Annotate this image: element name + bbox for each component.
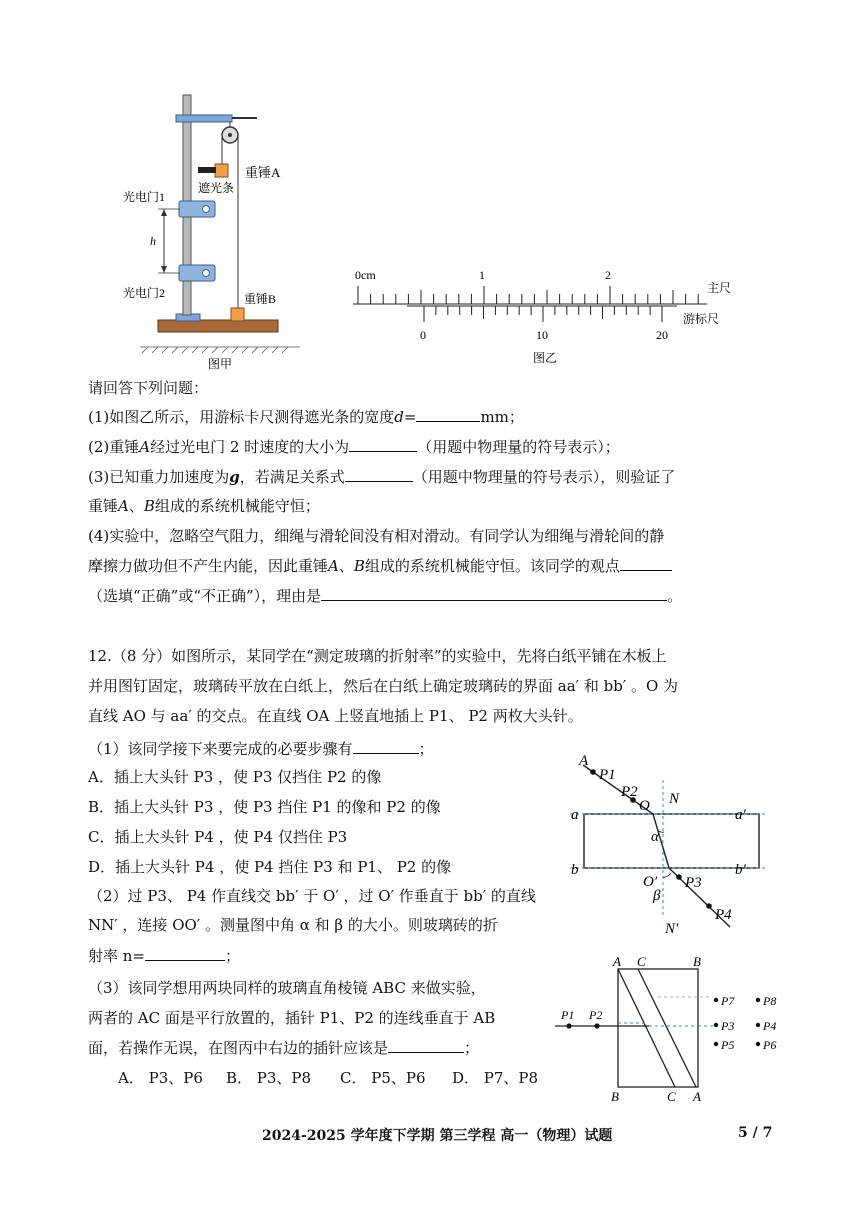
answer-blank-index[interactable]: [145, 946, 225, 961]
q12-option-a: A．插上大头针 P3 ，使 P3 仅挡住 P2 的像: [88, 768, 382, 786]
svg-text:P6: P6: [763, 1038, 777, 1052]
svg-text:P2: P2: [589, 1008, 603, 1022]
wooden-base: [158, 320, 278, 332]
svg-text:b: b: [571, 862, 579, 878]
figure-refraction: [565, 755, 775, 945]
caption-yi: 图乙: [532, 351, 558, 365]
label-gate-2: 光电门2: [123, 286, 166, 300]
main-tick-1: 1: [479, 268, 485, 282]
figure-yi: [345, 262, 745, 374]
page-number: 5 / 7: [738, 1125, 773, 1141]
answer-blank-d[interactable]: [416, 407, 480, 422]
main-scale-name: 主尺: [707, 281, 732, 295]
q11-part4-line1: (4)实验中，忽略空气阻力，细绳与滑轮间没有相对滑动。有同学认为细绳与滑轮间的静: [88, 527, 665, 545]
svg-text:N: N: [669, 791, 680, 807]
vernier-tick-10: 10: [536, 328, 548, 342]
answer-blank-reason[interactable]: [321, 586, 667, 601]
label-gate-1: 光电门1: [123, 190, 166, 204]
weight-a: [215, 164, 228, 177]
vernier-tick-20: 20: [656, 328, 668, 342]
svg-text:P1: P1: [561, 1008, 575, 1022]
answer-blank-speed[interactable]: [349, 437, 417, 452]
q12-choice-a: A． P3、P6: [118, 1069, 203, 1087]
q11-part2: (2)重锤A经过光电门 2 时速度的大小为 （用题中物理量的符号表示）；: [88, 438, 620, 456]
svg-text:B: B: [693, 955, 701, 969]
label-weight-b: 重锤B: [244, 292, 277, 306]
svg-text:β: β: [653, 888, 661, 904]
shade-strip: [198, 167, 216, 173]
q12-step3-line2: 两者的 AC 面是平行放置的，插针 P1、P2 的连线垂直于 AB: [88, 1009, 496, 1027]
q11-part3: (3)已知重力加速度为g，若满足关系式 （用题中物理量的符号表示），则验证了: [88, 468, 676, 486]
svg-text:C: C: [637, 955, 646, 969]
weight-b: [231, 308, 244, 321]
svg-text:P5: P5: [721, 1038, 735, 1052]
q11-part3-cont: 重锤A、B组成的系统机械能守恒；: [88, 497, 320, 515]
svg-text:P4: P4: [763, 1019, 777, 1033]
svg-text:P3: P3: [685, 875, 702, 891]
svg-text:B: B: [611, 1089, 619, 1104]
answer-blank-opinion[interactable]: [620, 556, 672, 571]
answer-blank-pins[interactable]: [388, 1038, 464, 1053]
svg-text:A: A: [613, 955, 621, 969]
glass-block: [584, 814, 759, 868]
svg-text:P8: P8: [763, 994, 777, 1008]
footer-title: 2024-2025 学年度下学期 第三学程 高一（物理）试题: [262, 1128, 613, 1144]
vernier-scale-name: 游标尺: [683, 312, 720, 326]
q12-line2: 并用图钉固定，玻璃砖平放在白纸上，然后在白纸上确定玻璃砖的界面 aa′ 和 bb′ 。O 为: [88, 677, 679, 695]
svg-text:a′: a′: [735, 807, 746, 823]
q12-step2-line1: （2）过 P3、 P4 作直线交 bb′ 于 O′ ，过 O′ 作垂直于 bb′ 的直线: [88, 887, 536, 905]
svg-text:P1: P1: [599, 767, 616, 783]
q11-intro: 请回答下列问题：: [88, 379, 209, 397]
svg-text:a: a: [571, 807, 579, 823]
q12-step3-line3: 面，若操作无误，在图丙中右边的插针应该是 ；: [88, 1039, 480, 1057]
caption-jia: 图甲: [207, 357, 233, 371]
q11-part4-line3: （选填“正确”或“不正确”），理由是 。: [88, 587, 683, 605]
svg-text:O: O: [639, 798, 650, 814]
svg-text:α: α: [651, 829, 659, 845]
q12-step3-line1: （3）该同学想用两块同样的玻璃直角棱镜 ABC 来做实验，: [88, 979, 486, 997]
svg-text:P3: P3: [721, 1019, 735, 1033]
label-h: h: [150, 234, 156, 248]
svg-text:N′: N′: [665, 921, 679, 937]
q12-choice-d: D． P7、P8: [452, 1069, 539, 1087]
q12-option-d: D．插上大头针 P4 ，使 P4 挡住 P3 和 P1、 P2 的像: [88, 858, 452, 876]
figure-prism: [553, 955, 793, 1105]
q11-part1: (1)如图乙所示，用游标卡尺测得遮光条的宽度d= mm；: [88, 408, 524, 426]
answer-blank-steps[interactable]: [353, 739, 419, 754]
svg-text:P2: P2: [621, 784, 638, 800]
svg-text:O′: O′: [643, 874, 658, 890]
svg-text:A: A: [579, 755, 589, 769]
q12-option-c: C．插上大头针 P4 ，使 P4 仅挡住 P3: [88, 828, 348, 846]
q12-step1: （1）该同学接下来要完成的必要步骤有 ；: [88, 740, 434, 758]
svg-text:P7: P7: [721, 994, 735, 1008]
q11-part4-line2: 摩擦力做功但不产生内能，因此重锤A、B组成的系统机械能守恒。该同学的观点: [88, 555, 672, 577]
svg-text:P4: P4: [715, 907, 732, 923]
svg-text:b′: b′: [735, 862, 746, 878]
main-tick-2: 2: [605, 268, 611, 282]
label-shade-strip: 遮光条: [198, 181, 235, 195]
q12-option-b: B．插上大头针 P3 ，使 P3 挡住 P1 的像和 P2 的像: [88, 798, 441, 816]
vernier-tick-0: 0: [420, 328, 426, 342]
figure-jia: [120, 85, 320, 375]
main-tick-0: 0cm: [355, 268, 376, 282]
q12-step2-line2: NN′ ，连接 OO′ 。测量图中角 α 和 β 的大小。则玻璃砖的折: [88, 916, 498, 934]
q12-step2-line3: 射率 n= ；: [88, 947, 241, 965]
svg-text:A: A: [693, 1089, 701, 1104]
q12-choice-c: C． P5、P6: [340, 1069, 426, 1087]
label-weight-a: 重锤A: [245, 165, 281, 180]
q12-choice-b: B． P3、P8: [226, 1069, 312, 1087]
svg-text:C: C: [667, 1089, 676, 1104]
q12-line1: 12.（8 分）如图所示，某同学在“测定玻璃的折射率”的实验中，先将白纸平铺在木板上: [88, 647, 667, 665]
q12-line3: 直线 AO 与 aa′ 的交点。在直线 OA 上竖直地插上 P1、 P2 两枚大头针。: [88, 707, 583, 725]
answer-blank-relation[interactable]: [345, 467, 413, 482]
